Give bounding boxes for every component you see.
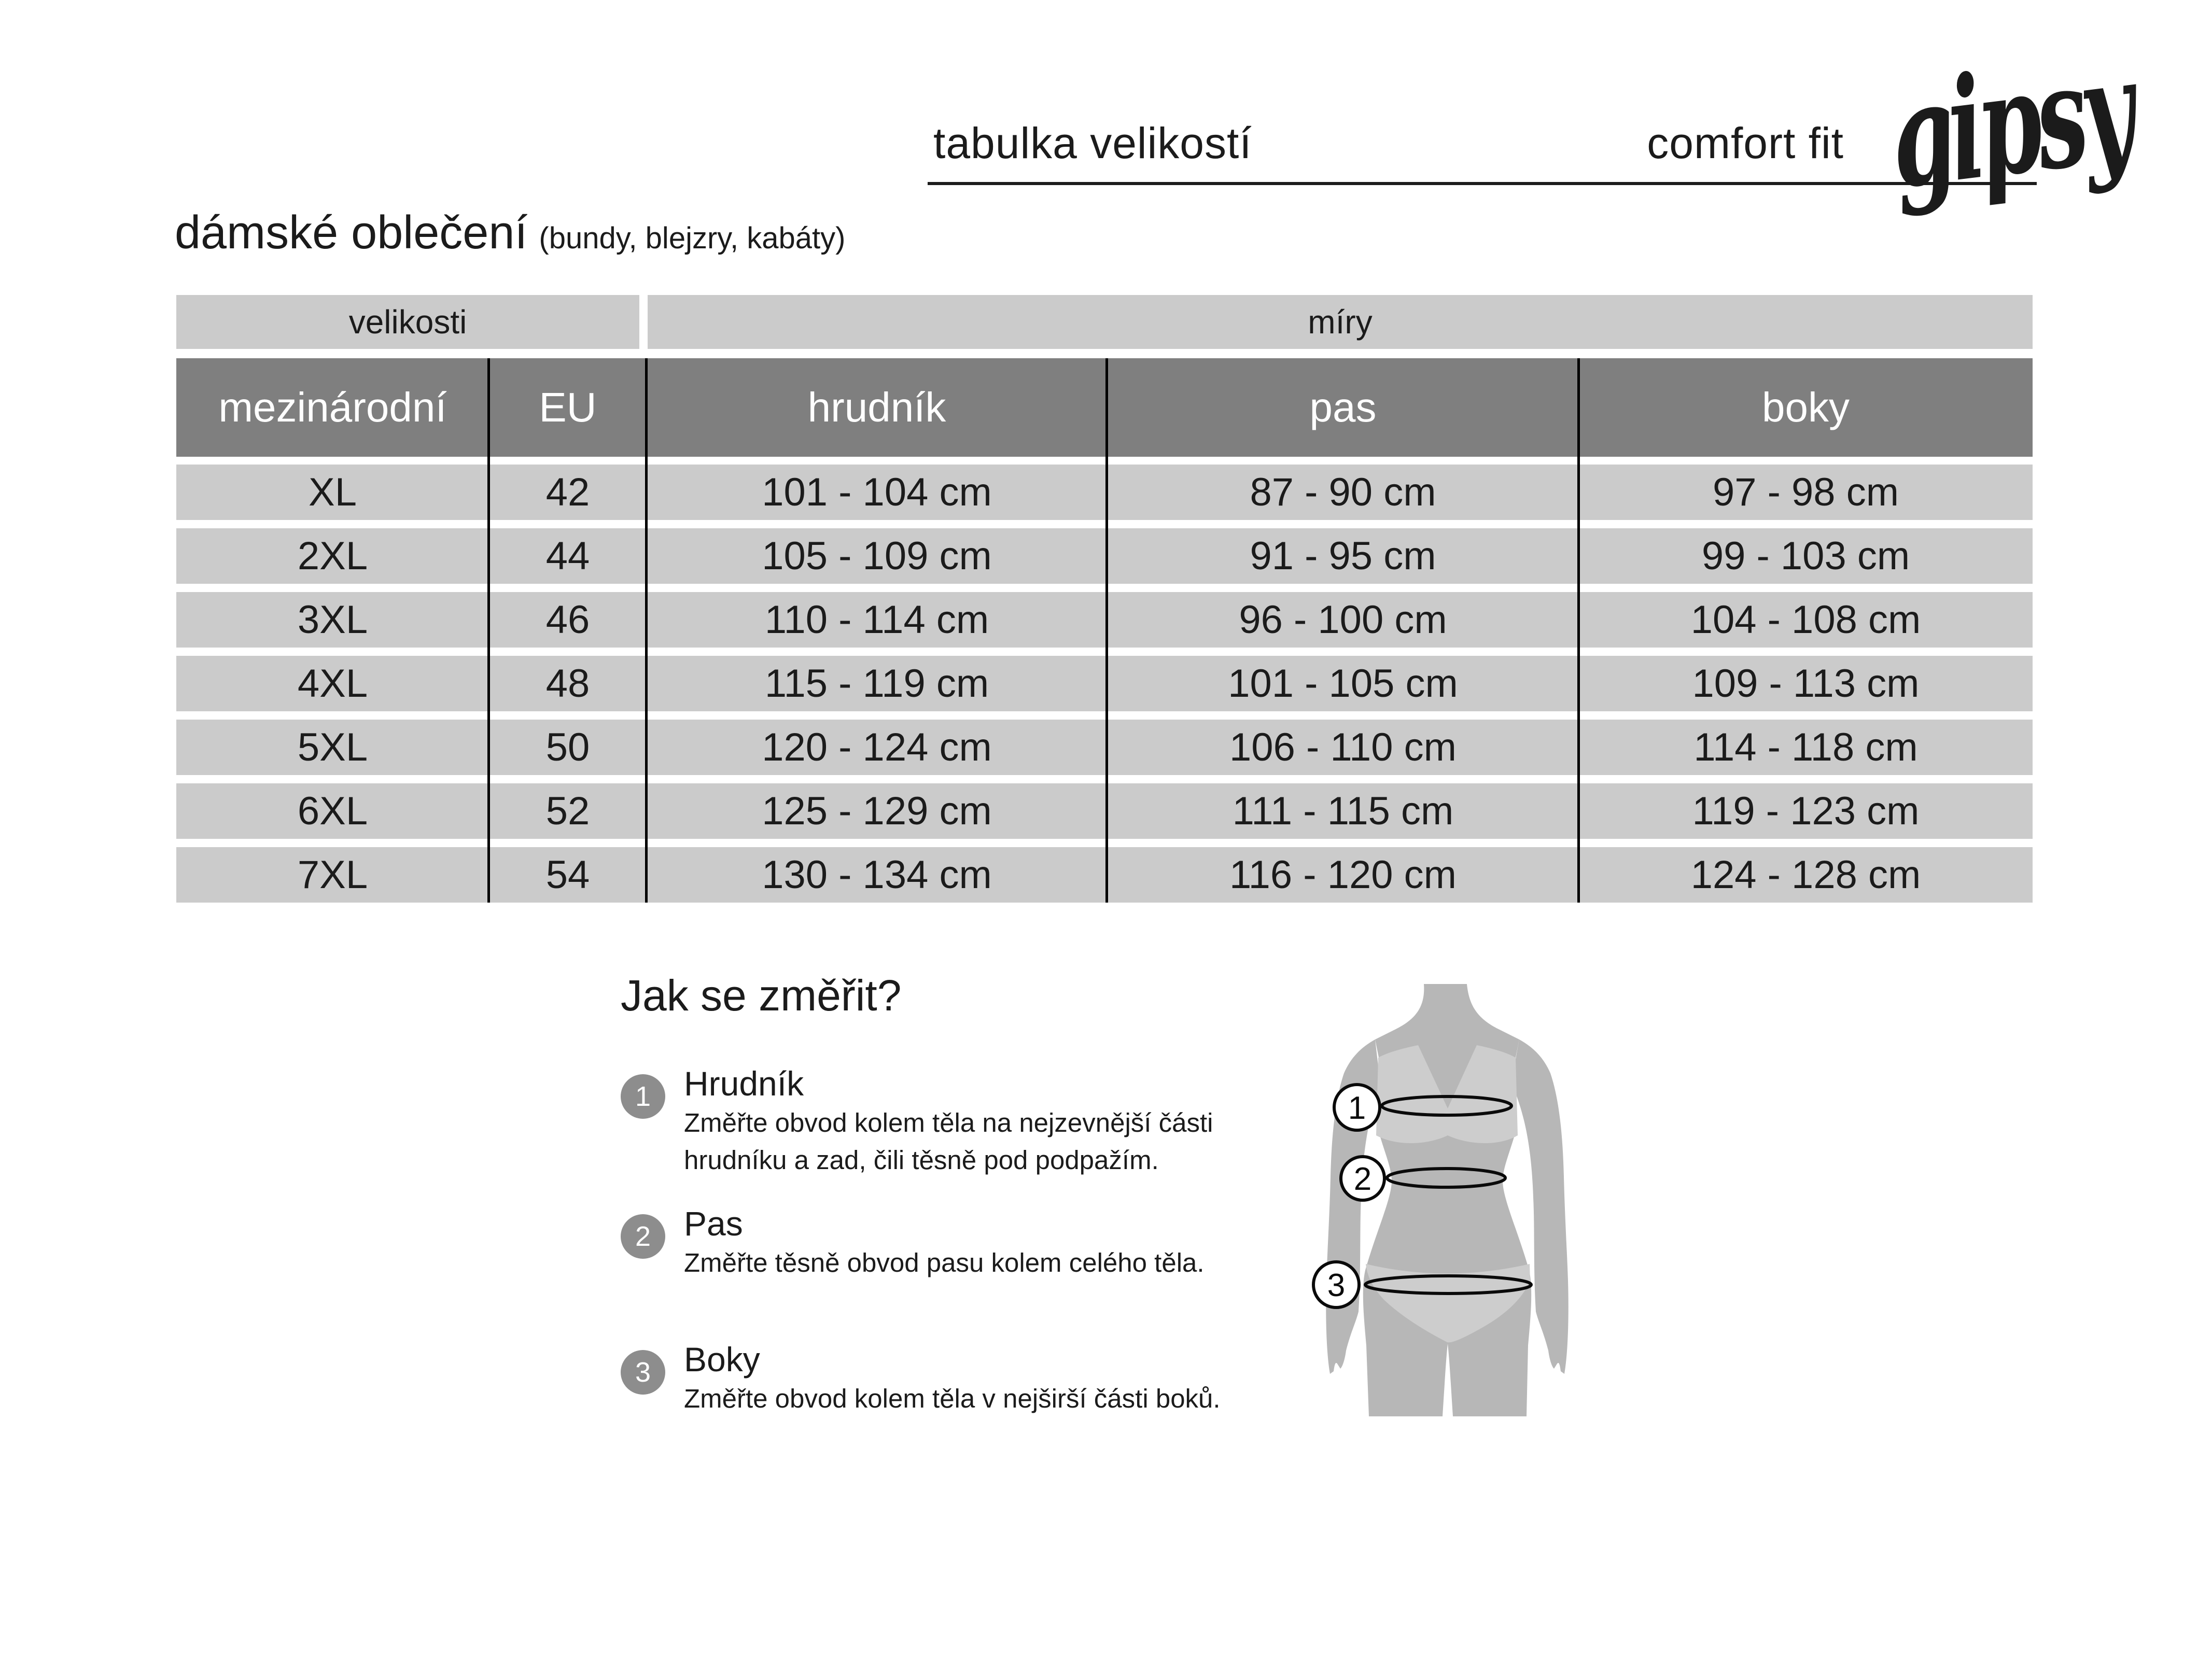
table-row <box>176 783 2033 839</box>
howto-heading: Jak se změřit? <box>621 971 902 1020</box>
fit-label: comfort fit <box>1647 119 1844 167</box>
cell-hips: 99 - 103 cm <box>1701 534 1910 578</box>
cell-chest: 105 - 109 cm <box>762 534 992 578</box>
cell-eu: 54 <box>545 853 590 897</box>
column-header-waist: pas <box>1309 384 1377 430</box>
category-note: (bundy, blejzry, kabáty) <box>539 221 846 255</box>
cell-waist: 116 - 120 cm <box>1229 853 1457 897</box>
cell-hips: 104 - 108 cm <box>1690 598 1921 642</box>
brand-logo: gipsy <box>1881 27 2139 221</box>
measure-item-description-line: hrudníku a zad, čili těsně pod podpažím. <box>684 1145 1159 1175</box>
cell-hips: 97 - 98 cm <box>1712 470 1899 514</box>
page-title: tabulka velikostí <box>933 119 1252 167</box>
column-header-international: mezinárodní <box>218 384 447 430</box>
cell-hips: 114 - 118 cm <box>1693 725 1918 769</box>
column-separator <box>487 358 490 903</box>
marker-number-3: 3 <box>1327 1268 1346 1303</box>
measure-item-text <box>684 1339 1221 1417</box>
cell-hips: 109 - 113 cm <box>1692 662 1920 706</box>
cell-eu: 48 <box>545 662 590 706</box>
column-header-chest: hrudník <box>807 384 946 430</box>
measure-item-title: Boky <box>684 1340 760 1379</box>
marker-number-1: 1 <box>1348 1090 1366 1126</box>
step-number-badge: 1 <box>621 1074 665 1119</box>
cell-eu: 44 <box>545 534 590 578</box>
cell-waist: 96 - 100 cm <box>1239 598 1447 642</box>
body-measurement-figure <box>1312 980 1576 1421</box>
table-row <box>176 592 2033 648</box>
measure-item-text <box>684 1203 1205 1282</box>
column-separator <box>1105 358 1108 903</box>
marker-number-2: 2 <box>1353 1161 1372 1197</box>
table-row <box>176 528 2033 584</box>
table-row <box>176 465 2033 520</box>
measure-item-description-line: Změřte obvod kolem těla na nejzevnější části <box>684 1108 1213 1137</box>
cell-international: 4XL <box>297 662 368 706</box>
cell-chest: 110 - 114 cm <box>764 598 989 642</box>
measure-item-description-line: Změřte obvod kolem těla v nejširší části boků. <box>684 1384 1221 1413</box>
header-rule <box>928 182 2037 185</box>
cell-waist: 106 - 110 cm <box>1229 725 1457 769</box>
cell-international: 6XL <box>297 789 368 833</box>
cell-international: 2XL <box>297 534 368 578</box>
cell-international: 5XL <box>297 725 368 769</box>
column-header-hips: boky <box>1762 384 1850 430</box>
category-subtitle <box>175 206 845 260</box>
group-header-measures: míry <box>648 295 2033 349</box>
cell-waist: 111 - 115 cm <box>1232 789 1454 833</box>
cell-chest: 101 - 104 cm <box>762 470 992 514</box>
category-title: dámské oblečení <box>175 207 528 259</box>
table-row <box>176 720 2033 775</box>
cell-hips: 124 - 128 cm <box>1690 853 1921 897</box>
cell-eu: 50 <box>545 725 590 769</box>
measure-item-description-line: Změřte těsně obvod pasu kolem celého těla. <box>684 1248 1205 1277</box>
measure-item-title: Pas <box>684 1204 743 1243</box>
cell-chest: 125 - 129 cm <box>762 789 992 833</box>
cell-eu: 46 <box>545 598 590 642</box>
cell-waist: 101 - 105 cm <box>1228 662 1458 706</box>
column-separator <box>1577 358 1580 903</box>
cell-chest: 120 - 124 cm <box>762 725 992 769</box>
cell-chest: 130 - 134 cm <box>762 853 992 897</box>
cell-chest: 115 - 119 cm <box>764 662 989 706</box>
measure-item-waist <box>621 1203 1205 1282</box>
cell-international: 7XL <box>297 853 368 897</box>
cell-international: XL <box>309 470 357 514</box>
table-header-row <box>176 358 2033 457</box>
table-row <box>176 656 2033 711</box>
cell-eu: 52 <box>545 789 590 833</box>
cell-hips: 119 - 123 cm <box>1692 789 1920 833</box>
column-separator <box>645 358 648 903</box>
measure-item-hips <box>621 1339 1221 1417</box>
cell-international: 3XL <box>297 598 368 642</box>
measure-item-chest <box>621 1063 1213 1179</box>
step-number-badge: 3 <box>621 1350 665 1395</box>
measure-item-text <box>684 1063 1213 1179</box>
measure-item-title: Hrudník <box>684 1064 804 1103</box>
group-header-sizes: velikosti <box>176 295 639 349</box>
table-row <box>176 847 2033 903</box>
torso-and-legs-shape <box>1363 984 1531 1416</box>
cell-waist: 87 - 90 cm <box>1250 470 1436 514</box>
step-number-badge: 2 <box>621 1214 665 1259</box>
cell-waist: 91 - 95 cm <box>1250 534 1436 578</box>
cell-eu: 42 <box>545 470 590 514</box>
column-header-eu: EU <box>539 384 597 430</box>
size-table <box>176 295 2033 903</box>
